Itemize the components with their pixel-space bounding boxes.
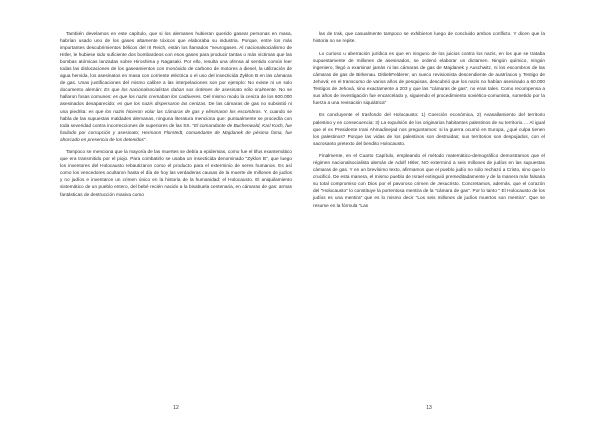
left-page-body xyxy=(60,30,292,198)
text-run: ". xyxy=(143,136,147,142)
text-run: Es concluyente el trasfondo del Holocausto: 1) Coerción económica, 2) Avasallamiento del territorio palestino y en consecuencia: 3) La expulsión de los originarios habitantes palestinos de su territorio.… Al igual que el ex Presidente Irani Ahmadinejad nos preguntamos: si la guerra ocurrió en Europa, ¿qué culpa tienen los palestinos? Porque las vidas de los palestinos son destruidas; sus territorios son despojados, con el sacrosanto pretexto del bendito Holocausto. xyxy=(313,112,545,146)
italic-text-run: es que los nazis cremaban los cadáveres. xyxy=(112,94,202,100)
page-number-left: 12 xyxy=(173,405,179,411)
italic-text-run: es que los nazis hicieron volar las cámaras de gas y eliminaron los escombros. xyxy=(88,108,262,114)
paragraph xyxy=(60,30,292,143)
text-run: De las cámaras de gas no subsistió ni una piedrita: xyxy=(60,101,292,114)
text-run: Tampoco se menciona que la mayoría de las muertes se debía a epidemias, como fue el tifus exantemático que era transmitido por el piojo. Para combatirlo se usaba un insecticida denominado "Zyklon B", que luego los inventores del Holocausto rebautizaron como el producto para el exterminio de seres humanos. Es así como los vencedores ocultaron hasta el día de hoy las verdaderas causas de la muerte de millones de judíos y no judíos e inventaron un crimen único en la historia de la humanidad: el Holocausto. El aniquilamiento sistemático de un pueblo entero, del bebé recién nacido a la bisabuela centenaria, en cámaras de gas: armas fantásticas de destrucción masiva como xyxy=(60,149,292,197)
italic-text-run: Es que los nacionalsocialistas daban sus órdenes de asesinato sólo oralmente. xyxy=(104,87,277,93)
left-page xyxy=(60,30,292,414)
italic-text-run: es que los nazis dispersaron las cenizas. xyxy=(117,101,207,107)
text-run: las de Irak, que casualmente tampoco se exhibieron luego de concluido ambos conflicto. Y dicen que la historia no se repite. xyxy=(313,31,545,44)
paragraph xyxy=(313,152,545,208)
text-run: Lo curioso u aberración jurídica es que en ninguno de los juicios contra los nazis, en los que se trataba supuestamente de millones de asesinados, se ordenó elaborar un dictamen. Ningún químico, ningún ingeniero, llegó a examinar jamás ni las cámaras de gas de Majdanek y Auschwitz, ni los escombros de las cámaras de gas de Birkenau. DitliebFelderer, un sueco revisionista descendiente de austríacos y Testigo de Jehová; en el transcurso de varios años de pesquisas, descubrió que los nazis no habían asesinado a 60.000 Testigos de Jehová, sino exactamente a 203 y que las "cámaras de gas", no eran tales. Como recompensa a sus años de investigación fue encarcelado y, siguiendo el procedimiento soviético-comunista, sometido por la fuerza a una revisación siquiátrica" xyxy=(313,50,545,105)
text-run: También develamos en este capítulo, que si los alemanes hubieran querido gasear personas en masa, habrían usado uno de los gases altamente tóxicos que elaboraba su industria. Porque, entre los más importantes descubrimientos bélicos del III Reich, están los llamados "neurogases. Al nacionalsocialismo de Hitler, le hubiese sido suficiente dos bombardeos con esos gases para producir tantas o más víctimas que las bombas atómicas lanzadas sobre Hiroshima y Nagasaki. Por ello, resulta una ofensa al sentido común leer todas las dislocaciones de los gaseamientos con monóxido de carbono de motores a diesel, la utilización de agua hervida, los asesinatos en masa con corriente eléctrica o el uso del insecticida Zyklon B en las cámaras de gas. Unas justificaciones del mismo calibre a las interpelaciones son por ejemplo: No existe ni un solo documento alemán: xyxy=(60,31,292,93)
italic-text-run: El comandante de Buchenwald, Karl Koch, fue fusilado por corrupción y asesinato; Hermann Florstedt, comandante de Majdanek de pésima fama, fue ahorcado en presencia de los detenidos xyxy=(60,122,292,142)
page-number-right: 13 xyxy=(426,405,432,411)
paragraph xyxy=(60,148,292,197)
paragraph xyxy=(313,50,545,106)
right-page-body xyxy=(313,30,545,209)
paragraph xyxy=(313,30,545,44)
text-run: No se hallaron fosas comunes: xyxy=(60,87,292,100)
text-run: Finalmente, en el Cuarto Capítulo, empleando el método matemático-demográfico demostramos que el régimen nacionalsocialista alemán de Adolf Hitler, NO exterminó a seis millones de judíos en las supuestas cámaras de gas. Y en un brevísimo texto, afirmamos que el pueblo judío no sólo rechazó a Cristo, sino que lo crucificó. De esta manera, el mismo pueblo de Israel extinguió premeditadamente y de la manera más falsaria su total compromiso con Dios por el pavoroso crimen de Jesucristo. Concretamos, además, que el corazón del "Holocausto" lo constituye la portentosa mentira de la "cámara de gas". Por lo tanto " El Holocausto de los judíos es una mentira" que es lo mismo decir "Los seis millones de judíos muertos son mentira". Que se resume en la fórmula "Las xyxy=(313,153,545,208)
right-page xyxy=(313,30,545,414)
paragraph xyxy=(313,111,545,146)
text-run: Del mismo modo la ceniza de los 600.000 asesinados desaparecido: xyxy=(60,94,292,107)
text-run: Y, cuando se habla de las supuestas maldades alemanas, ninguna literatura menciona que: puntualmente se procedía con toda severidad contra incorrecciones de superiores de las SS. " xyxy=(60,108,292,128)
